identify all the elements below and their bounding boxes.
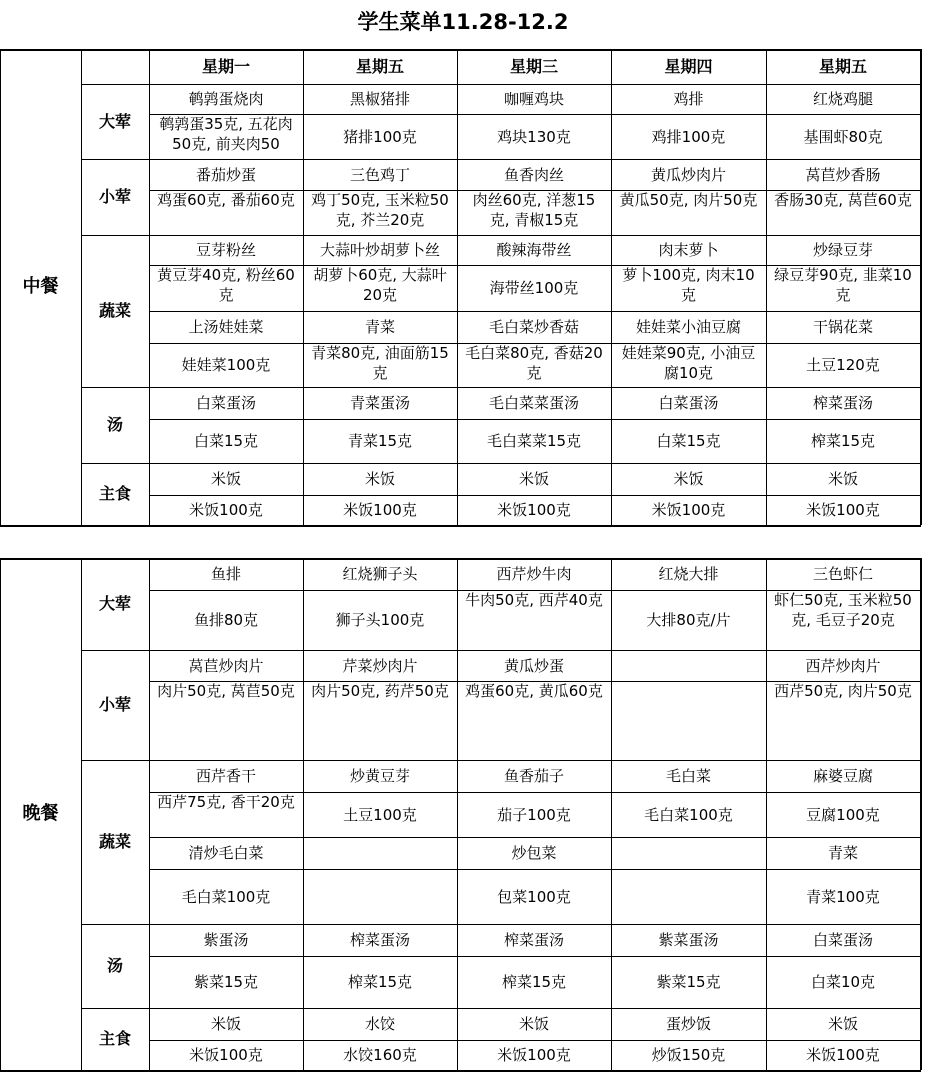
dish-name-cell: 黑椒猪排 [349, 90, 410, 108]
grid-line [149, 924, 920, 925]
dish-name-cell: 酸辣海带丝 [496, 241, 572, 259]
grid-line [920, 558, 922, 1070]
meal-label: 晚餐 [22, 803, 59, 824]
dish-name-cell: 榨菜蛋汤 [812, 394, 873, 412]
dish-name-cell: 米饭 [827, 1015, 858, 1033]
dish-detail-cell: 肉片50克, 莴苣50克 [157, 682, 295, 700]
dish-detail-cell: 西芹50克, 肉片50克 [774, 682, 912, 700]
grid-line [149, 590, 920, 591]
grid-line [81, 159, 149, 160]
dish-detail-cell: 毛白菜100克 [181, 887, 271, 906]
dish-name-cell: 炒黄豆芽 [349, 767, 410, 785]
day-header-5: 星期五 [818, 56, 867, 76]
dish-name-cell [303, 837, 457, 869]
dish-detail-cell: 榨菜15克 [810, 432, 876, 450]
grid-line [920, 49, 922, 525]
dish-name-cell: 黄瓜炒肉片 [650, 165, 726, 184]
dish-detail-cell: 娃娃菜90克, 小油豆腐10克 [621, 344, 756, 382]
dish-name-cell: 米饭 [518, 1015, 549, 1033]
grid-line [149, 311, 920, 312]
dish-detail-cell: 米饭100克 [497, 1046, 571, 1064]
dish-name-cell: 麻婆豆腐 [812, 767, 873, 785]
dish-detail-cell: 娃娃菜100克 [181, 356, 271, 374]
dish-name-cell: 红烧大排 [658, 565, 719, 583]
dish-name-cell: 紫蛋汤 [203, 931, 249, 949]
dish-name-cell: 红烧鸡腿 [812, 90, 873, 108]
dish-detail-cell: 基围虾80克 [803, 127, 883, 146]
dish-detail-cell: 紫菜15克 [656, 973, 721, 991]
grid-line [149, 114, 920, 115]
grid-line [149, 235, 920, 236]
dish-name-cell: 鸡排 [673, 90, 704, 108]
grid-line [81, 558, 82, 1070]
dish-detail-cell: 白菜15克 [656, 432, 721, 450]
grid-line [149, 387, 920, 388]
dish-detail-cell: 米饭100克 [651, 501, 726, 519]
dish-name-cell: 青菜 [827, 844, 858, 862]
dish-detail-cell [611, 869, 766, 924]
grid-line [0, 525, 921, 527]
grid-line [0, 49, 921, 51]
grid-line [303, 49, 304, 525]
grid-line [611, 49, 612, 525]
dish-name-cell: 番茄炒蛋 [195, 165, 256, 184]
day-header-3: 星期三 [509, 56, 558, 76]
dish-name-cell: 青菜蛋汤 [349, 394, 410, 412]
grid-line [149, 265, 920, 266]
dish-name-cell: 炒绿豆芽 [812, 241, 873, 259]
dish-name-cell: 红烧狮子头 [342, 565, 418, 583]
dish-detail-cell: 毛白菜100克 [644, 805, 733, 824]
dish-detail-cell: 白菜10克 [810, 973, 876, 991]
dish-detail-cell: 鸡块130克 [497, 127, 571, 146]
dish-name-cell: 三色鸡丁 [349, 165, 410, 184]
dish-name-cell: 肉末萝卜 [658, 241, 719, 259]
dish-name-cell: 白菜蛋汤 [812, 931, 873, 949]
grid-line [149, 463, 920, 464]
grid-line [149, 650, 920, 651]
dish-detail-cell: 土豆120克 [806, 356, 880, 374]
dish-name-cell: 白菜蛋汤 [658, 394, 719, 412]
category-label: 大荤 [98, 111, 131, 131]
dish-detail-cell: 鸡丁50克, 玉米粒50克, 芥兰20克 [311, 191, 449, 229]
dish-detail-cell: 香肠30克, 莴苣60克 [774, 191, 912, 209]
day-header-1: 星期一 [201, 56, 250, 76]
grid-line [149, 558, 150, 1070]
dish-name-cell: 米饭 [518, 470, 549, 488]
dish-name-cell: 鹌鹑蛋烧肉 [188, 90, 264, 108]
dish-detail-cell: 紫菜15克 [193, 973, 259, 991]
dish-name-cell: 蛋炒饭 [665, 1015, 711, 1033]
day-header-2: 星期五 [355, 56, 404, 76]
dish-detail-cell: 牛肉50克, 西芹40克 [465, 591, 603, 609]
dish-detail-cell: 鸡蛋60克, 黄瓜60克 [465, 682, 603, 700]
dish-name-cell: 芹菜炒肉片 [342, 656, 418, 675]
dish-detail-cell: 米饭100克 [806, 1046, 880, 1064]
dish-detail-cell: 榨菜15克 [347, 973, 413, 991]
grid-line [303, 558, 304, 1070]
dish-name-cell: 榨菜蛋汤 [349, 931, 410, 949]
dish-detail-cell: 榨菜15克 [501, 973, 567, 991]
grid-line [149, 190, 920, 191]
grid-line [81, 924, 149, 925]
grid-line [0, 558, 1, 1070]
grid-line [149, 760, 920, 761]
dish-name-cell: 莴苣炒肉片 [188, 656, 264, 675]
grid-line [81, 463, 149, 464]
dish-detail-cell: 包菜100克 [497, 887, 571, 906]
dish-detail-cell: 黄瓜50克, 肉片50克 [619, 191, 758, 209]
dish-detail-cell: 毛白菜菜15克 [486, 432, 582, 450]
dish-name-cell: 鱼香茄子 [503, 767, 564, 785]
dish-detail-cell: 白菜15克 [193, 432, 259, 450]
dish-name-cell: 大蒜叶炒胡萝卜丝 [319, 241, 440, 259]
dish-detail-cell: 豆腐100克 [806, 805, 880, 824]
dish-name-cell: 西芹香干 [195, 767, 256, 785]
grid-line [81, 84, 149, 85]
dish-name-cell: 毛白菜菜蛋汤 [488, 394, 579, 412]
dish-name-cell: 水饺 [364, 1015, 395, 1033]
grid-line [0, 1070, 921, 1072]
dish-detail-cell: 海带丝100克 [489, 279, 579, 297]
dish-detail-cell: 土豆100克 [343, 805, 417, 824]
grid-line [611, 558, 612, 1070]
dish-detail-cell: 米饭100克 [189, 1046, 263, 1064]
grid-line [0, 558, 921, 560]
dish-detail-cell: 肉丝60克, 洋葱15克, 青椒15克 [472, 191, 596, 229]
day-header-4: 星期四 [664, 56, 713, 76]
grid-line [81, 650, 149, 651]
dish-detail-cell: 炒饭150克 [651, 1046, 726, 1064]
grid-line [766, 49, 767, 525]
dish-name-cell: 紫菜蛋汤 [658, 931, 719, 949]
dish-name-cell: 米饭 [673, 470, 704, 488]
dish-name-cell [611, 837, 766, 869]
grid-line [457, 49, 458, 525]
grid-line [149, 159, 920, 160]
dish-detail-cell: 米饭100克 [343, 501, 417, 519]
dish-detail-cell [611, 681, 766, 760]
grid-line [0, 49, 1, 525]
category-label: 汤 [106, 415, 123, 434]
dish-name-cell: 上汤娃娃菜 [188, 318, 264, 336]
category-label: 主食 [98, 1029, 131, 1048]
dish-detail-cell: 绿豆芽90克, 韭菜10克 [774, 266, 912, 304]
dish-name-cell: 三色虾仁 [812, 565, 873, 583]
dish-name-cell: 榨菜蛋汤 [503, 931, 564, 949]
dish-detail-cell: 米饭100克 [806, 501, 880, 519]
category-label: 蔬菜 [98, 832, 131, 851]
dish-name-cell: 西芹炒牛肉 [496, 565, 572, 583]
meal-label: 中餐 [22, 276, 59, 297]
dish-name-cell: 鱼排 [210, 565, 241, 583]
dish-detail-cell: 鸡蛋60克, 番茄60克 [157, 191, 295, 209]
grid-line [81, 235, 149, 236]
grid-line [457, 558, 458, 1070]
grid-line [81, 387, 149, 388]
dish-name-cell [611, 650, 766, 681]
dish-detail-cell: 水饺160克 [343, 1046, 417, 1064]
category-label: 蔬菜 [98, 301, 131, 320]
dish-name-cell: 米饭 [210, 470, 241, 488]
dish-detail-cell: 茄子100克 [497, 805, 571, 824]
dish-name-cell: 白菜蛋汤 [195, 394, 256, 412]
dish-detail-cell [303, 869, 457, 924]
grid-line [149, 837, 920, 838]
dish-detail-cell: 肉片50克, 药芹50克 [311, 682, 449, 700]
dish-detail-cell: 黄豆芽40克, 粉丝60克 [157, 266, 295, 304]
dish-detail-cell: 鱼排80克 [193, 611, 259, 629]
dish-name-cell: 毛白菜 [665, 767, 711, 785]
dish-name-cell: 毛白菜炒香菇 [488, 318, 579, 336]
dish-detail-cell: 鹌鹑蛋35克, 五花肉50克, 前夹肉50 [159, 115, 293, 153]
grid-line [81, 760, 149, 761]
dish-name-cell: 黄瓜炒蛋 [503, 656, 564, 675]
category-label: 大荤 [98, 594, 131, 613]
dish-name-cell: 西芹炒肉片 [805, 656, 881, 675]
dish-name-cell: 咖喱鸡块 [503, 90, 564, 108]
grid-line [149, 49, 150, 525]
grid-line [149, 419, 920, 420]
dish-name-cell: 炒包菜 [511, 844, 557, 862]
category-label: 小荤 [98, 187, 131, 206]
category-label: 小荤 [98, 695, 131, 714]
grid-line [149, 343, 920, 344]
grid-line [149, 792, 920, 793]
dish-detail-cell: 狮子头100克 [335, 611, 425, 629]
grid-line [149, 869, 920, 870]
dish-detail-cell: 西芹75克, 香干20克 [157, 793, 295, 811]
grid-line [149, 495, 920, 496]
dish-name-cell: 米饭 [827, 470, 858, 488]
grid-line [149, 1008, 920, 1009]
dish-name-cell: 鱼香肉丝 [503, 165, 564, 184]
grid-line [149, 956, 920, 957]
grid-line [81, 49, 82, 525]
dish-detail-cell: 鸡排100克 [651, 127, 726, 146]
grid-line [766, 558, 767, 1070]
dish-name-cell: 青菜 [364, 318, 395, 336]
grid-line [149, 681, 920, 682]
dish-detail-cell: 青菜15克 [347, 432, 413, 450]
dish-detail-cell: 大排80克/片 [646, 611, 731, 629]
dish-name-cell: 干锅花菜 [812, 318, 873, 336]
page-title: 学生菜单11.28-12.2 [357, 10, 569, 34]
dish-detail-cell: 萝卜100克, 肉末10克 [622, 266, 755, 304]
category-label: 主食 [98, 484, 131, 503]
grid-line [149, 84, 920, 85]
dish-name-cell: 娃娃菜小油豆腐 [635, 318, 741, 336]
dish-name-cell: 豆芽粉丝 [195, 241, 256, 259]
grid-line [149, 1040, 920, 1041]
dish-detail-cell: 青菜80克, 油面筋15克 [311, 344, 449, 382]
dish-name-cell: 莴苣炒香肠 [805, 165, 881, 184]
dish-name-cell: 清炒毛白菜 [188, 844, 264, 862]
dish-detail-cell: 米饭100克 [497, 501, 571, 519]
dish-detail-cell: 猪排100克 [343, 127, 417, 146]
category-label: 汤 [106, 956, 123, 975]
dish-detail-cell: 胡萝卜60克, 大蒜叶20克 [313, 266, 447, 304]
grid-line [81, 1008, 149, 1009]
dish-detail-cell: 米饭100克 [189, 501, 263, 519]
dish-name-cell: 米饭 [364, 470, 395, 488]
dish-detail-cell: 青菜100克 [806, 887, 880, 906]
dish-detail-cell: 毛白菜80克, 香菇20克 [465, 344, 603, 382]
dish-detail-cell: 虾仁50克, 玉米粒50克, 毛豆子20克 [774, 591, 912, 629]
dish-name-cell: 米饭 [210, 1015, 241, 1033]
